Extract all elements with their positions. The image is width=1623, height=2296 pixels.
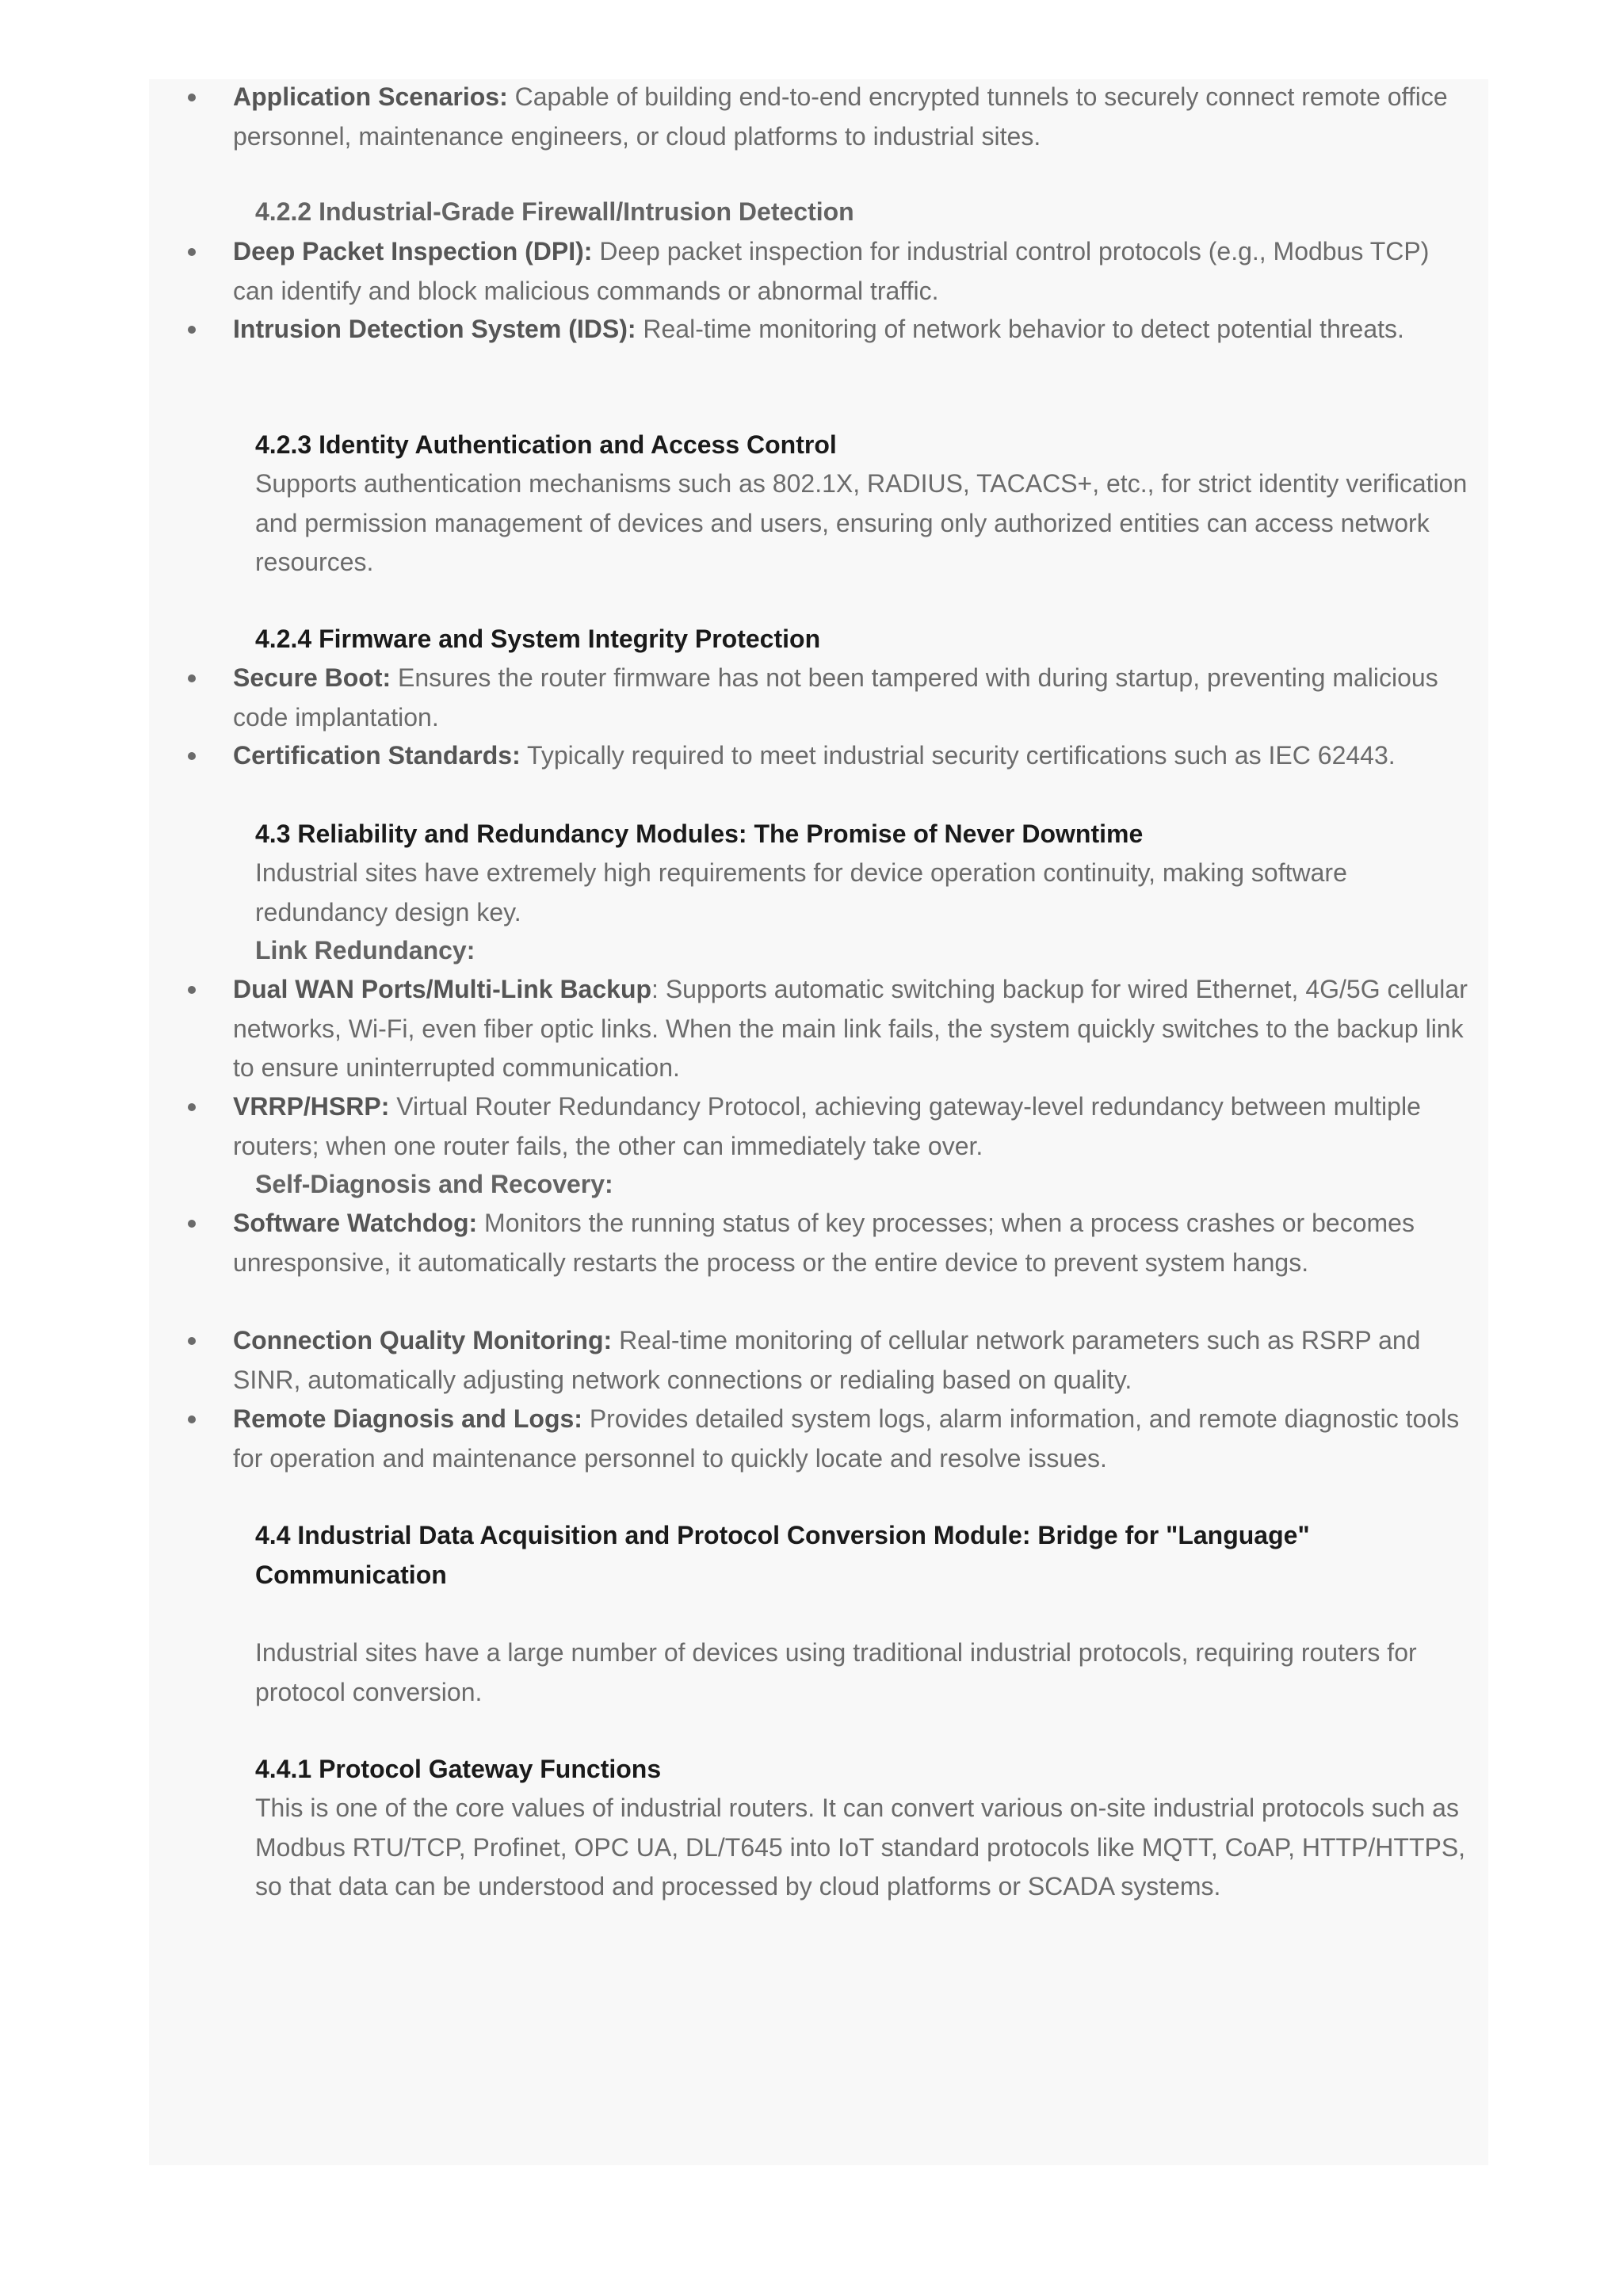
bullet-secure-boot bbox=[233, 659, 1469, 737]
bullet-term: Intrusion Detection System (IDS): bbox=[233, 315, 636, 343]
bullet-text: Monitors the running status of key processes; when a process crashes or becomes unresponsive, it automatically restarts the process or the entire device to prevent system hangs. bbox=[233, 1209, 1415, 1277]
heading-4-2-4: 4.2.4 Firmware and System Integrity Protection bbox=[255, 625, 821, 653]
bullet-term: Dual WAN Ports/Multi-Link Backup bbox=[233, 975, 652, 1003]
bullet-term: Secure Boot: bbox=[233, 663, 391, 692]
heading-4-3: 4.3 Reliability and Redundancy Modules: The Promise of Never Downtime bbox=[255, 819, 1144, 848]
bullet-term: Certification Standards: bbox=[233, 741, 521, 770]
bullet-term: Software Watchdog: bbox=[233, 1209, 478, 1237]
bullet-text: Provides detailed system logs, alarm information, and remote diagnostic tools for operation and maintenance personnel to quickly locate and resolve issues. bbox=[233, 1404, 1460, 1473]
bullet-text: : Supports automatic switching backup for wired Ethernet, 4G/5G cellular networks, Wi-Fi, even fiber optic links. When the main link fails, the system quickly switches to the backup link to ensure uninterrupted communication. bbox=[233, 975, 1468, 1082]
bullet-vrrp-hsrp bbox=[233, 1087, 1469, 1166]
bullet-term: Connection Quality Monitoring: bbox=[233, 1326, 613, 1354]
bullet-connection-quality bbox=[233, 1321, 1469, 1400]
bullet-term: Remote Diagnosis and Logs: bbox=[233, 1404, 582, 1433]
bullet-ids bbox=[233, 310, 1469, 350]
subheading-self-diagnosis: Self-Diagnosis and Recovery: bbox=[255, 1170, 613, 1198]
subheading-link-redundancy: Link Redundancy: bbox=[255, 936, 475, 965]
bullet-application-scenarios bbox=[233, 78, 1469, 156]
bullet-dual-wan bbox=[233, 970, 1469, 1088]
bullet-text: Real-time monitoring of network behavior to detect potential threats. bbox=[636, 315, 1404, 343]
heading-4-4: 4.4 Industrial Data Acquisition and Protocol Conversion Module: Bridge for "Language" Communication bbox=[255, 1521, 1310, 1589]
bullet-text: Deep packet inspection for industrial control protocols (e.g., Modbus TCP) can identify and block malicious commands or abnormal traffic. bbox=[233, 237, 1430, 305]
bullet-software-watchdog bbox=[233, 1204, 1469, 1282]
heading-4-4-1: 4.4.1 Protocol Gateway Functions bbox=[255, 1755, 662, 1783]
heading-4-2-2: 4.2.2 Industrial-Grade Firewall/Intrusion Detection bbox=[255, 197, 854, 226]
bullet-term: Application Scenarios: bbox=[233, 82, 508, 111]
paragraph-authentication: Supports authentication mechanisms such as 802.1X, RADIUS, TACACS+, etc., for strict identity verification and permission management of devices and users, ensuring only authorized entities can access network resources. bbox=[255, 469, 1468, 576]
bullet-text: Capable of building end-to-end encrypted tunnels to securely connect remote office personnel, maintenance engineers, or cloud platforms to industrial sites. bbox=[233, 82, 1448, 151]
paragraph-industrial-protocols: Industrial sites have a large number of devices using traditional industrial protocols, requiring routers for protocol conversion. bbox=[255, 1638, 1417, 1706]
heading-4-2-3: 4.2.3 Identity Authentication and Access Control bbox=[255, 430, 837, 459]
bullet-text: Typically required to meet industrial security certifications such as IEC 62443. bbox=[520, 741, 1396, 770]
bullet-text: Virtual Router Redundancy Protocol, achieving gateway-level redundancy between multiple routers; when one router fails, the other can immediately take over. bbox=[233, 1092, 1421, 1160]
bullet-remote-diagnosis bbox=[233, 1400, 1469, 1478]
bullet-certification-standards bbox=[233, 736, 1469, 776]
paragraph-reliability: Industrial sites have extremely high requirements for device operation continuity, making software redundancy design key. bbox=[255, 858, 1347, 926]
paragraph-protocol-gateway: This is one of the core values of industrial routers. It can convert various on-site industrial protocols such as Modbus RTU/TCP, Profinet, OPC UA, DL/T645 into IoT standard protocols like MQTT, CoAP, HTTP/HTTPS, so that data can be understood and processed by cloud platforms or SCADA systems. bbox=[255, 1794, 1466, 1901]
bullet-dpi bbox=[233, 232, 1469, 311]
bullet-text: Real-time monitoring of cellular network parameters such as RSRP and SINR, automatically adjusting network connections or redialing based on quality. bbox=[233, 1326, 1421, 1394]
bullet-term: VRRP/HSRP: bbox=[233, 1092, 390, 1121]
bullet-term: Deep Packet Inspection (DPI): bbox=[233, 237, 593, 266]
bullet-text: Ensures the router firmware has not been tampered with during startup, preventing malicious code implantation. bbox=[233, 663, 1438, 732]
